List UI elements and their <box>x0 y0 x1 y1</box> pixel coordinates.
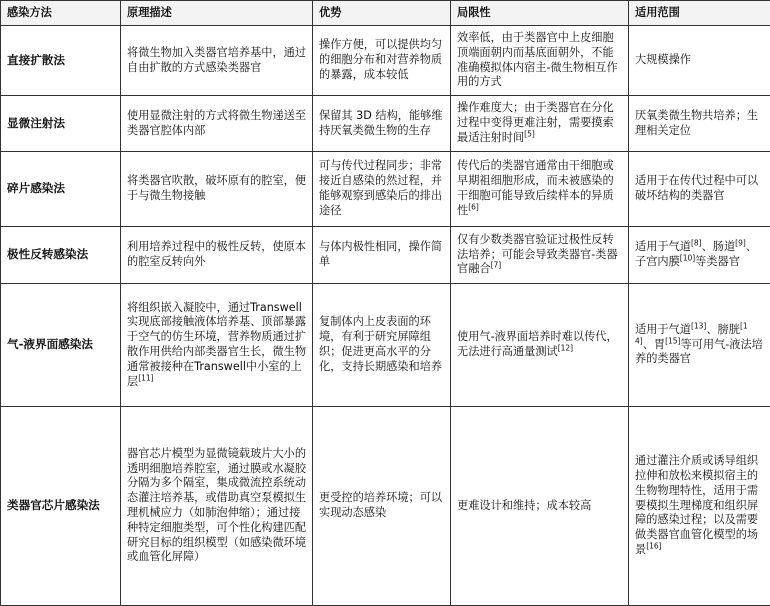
citation-ref: [8] <box>691 238 702 247</box>
citation-ref: [14] <box>635 321 748 345</box>
table-row <box>1 284 770 407</box>
principle-cell: 将微生物加入类器官培养基中，通过自由扩散的方式感染类器官 <box>121 26 313 96</box>
scope-text: 等类器官 <box>695 255 740 268</box>
table-row <box>1 152 770 227</box>
principle-cell: 器官芯片模型为显微镜载玻片大小的透明细胞培养腔室，通过膜或水凝胶分隔为多个隔室，集成微流控系统动态灌注培养基，或借助真空泵模拟生理机械应力（如肺泡伸缩）；通过接种特定细胞类型，可个性化构建匹配研究目标的组织模型（如感染微环境或血管化屏障） <box>121 407 313 606</box>
citation-ref: [9] <box>735 238 746 247</box>
limitation-cell: 效率低，由于类器官中上皮细胞顶端面朝内而基底面朝外，不能准确模拟体内宿主-微生物相互作用的方式 <box>451 26 629 96</box>
header-advantage: 优势 <box>313 1 451 26</box>
scope-cell: 适用于在传代过程中可以破坏结构的类器官 <box>629 152 770 227</box>
table-row <box>1 26 770 96</box>
method-cell: 显微注射法 <box>1 96 121 152</box>
citation-ref: [13] <box>691 321 706 330</box>
limitation-cell <box>451 152 629 227</box>
header-principle: 原理描述 <box>121 1 313 26</box>
advantage-cell: 复制体内上皮表面的环境，有利于研究屏障组织；促进更高水平的分化，支持长期感染和培养 <box>313 284 451 407</box>
scope-text: 、子宫内膜 <box>635 240 757 268</box>
scope-text: 、膀胱 <box>706 323 740 336</box>
citation-ref: [15] <box>665 336 680 345</box>
method-cell: 直接扩散法 <box>1 26 121 96</box>
scope-text: 通过灌注介质或诱导组织拉伸和放松来模拟宿主的生物物理特性，适用于需要模拟生理梯度和组织屏障的感染过程；以及需要做类器官血管化模型的场景 <box>635 454 758 556</box>
method-cell: 碎片感染法 <box>1 152 121 227</box>
table-row <box>1 227 770 284</box>
scope-text: 适用于气道 <box>635 323 691 336</box>
advantage-cell: 操作方便，可以提供均匀的细胞分布和对营养物质的暴露，成本较低 <box>313 26 451 96</box>
citation-ref: [7] <box>491 261 502 270</box>
citation-ref: [16] <box>646 541 661 550</box>
limitation-text: 操作难度大；由于类器官在分化过程中变得更难注射，需要摸索最适注射时间 <box>457 101 614 144</box>
principle-text: 将组织嵌入凝胶中，通过Transwell实现底部接触液体培养基、顶部暴露于空气的仿生环境，营养物质通过扩散作用供给内部类器官生长，微生物通常被接种在Transwell中小室的上层 <box>127 301 306 388</box>
method-cell: 极性反转感染法 <box>1 227 121 284</box>
citation-ref: [10] <box>680 253 695 262</box>
header-limitation: 局限性 <box>451 1 629 26</box>
table-row <box>1 96 770 152</box>
limitation-text: 传代后的类器官通常由干细胞或早期祖细胞形成，而未被感染的干细胞可能导致后续样本的异质性 <box>457 159 614 216</box>
principle-cell <box>121 284 313 407</box>
scope-text: 适用于气道 <box>635 240 691 253</box>
limitation-cell <box>451 284 629 407</box>
scope-text: 、胃 <box>643 338 665 351</box>
table-row <box>1 407 770 606</box>
principle-cell: 将类器官吹散，破坏原有的腔室，便于与微生物接触 <box>121 152 313 227</box>
limitation-text: 使用气-液界面培养时难以传代，无法进行高通量测试 <box>457 330 618 358</box>
limitation-cell <box>451 96 629 152</box>
scope-cell <box>629 284 770 407</box>
principle-cell: 利用培养过程中的极性反转，使原本的腔室反转向外 <box>121 227 313 284</box>
citation-ref: [12] <box>558 343 573 352</box>
limitation-cell: 更难设计和维持；成本较高 <box>451 407 629 606</box>
limitation-text: 仅有少数类器官验证过极性反转法培养；可能会导致类器官-类器官融合 <box>457 233 618 276</box>
scope-cell: 厌氧类微生物共培养；生理相关定位 <box>629 96 770 152</box>
header-method: 感染方法 <box>1 1 121 26</box>
citation-ref: [11] <box>138 373 153 382</box>
scope-cell <box>629 227 770 284</box>
limitation-cell <box>451 227 629 284</box>
principle-cell: 使用显微注射的方式将微生物递送至类器官腔体内部 <box>121 96 313 152</box>
scope-cell <box>629 407 770 606</box>
citation-ref: [6] <box>468 202 479 211</box>
header-scope: 适用范围 <box>629 1 770 26</box>
method-cell: 气-液界面感染法 <box>1 284 121 407</box>
header-row <box>1 1 770 26</box>
scope-cell: 大规模操作 <box>629 26 770 96</box>
advantage-cell: 保留其 3D 结构，能够维持厌氧类微生物的生存 <box>313 96 451 152</box>
advantage-cell: 与体内极性相同，操作简单 <box>313 227 451 284</box>
citation-ref: [5] <box>524 129 535 138</box>
advantage-cell: 更受控的培养环境；可以实现动态感染 <box>313 407 451 606</box>
scope-text: 、肠道 <box>702 240 736 253</box>
method-cell: 类器官芯片感染法 <box>1 407 121 606</box>
advantage-cell: 可与传代过程同步；非常接近自感染的然过程，并能够观察到感染后的排出途径 <box>313 152 451 227</box>
scope-text: 等可用气-液法培养的类器官 <box>635 338 763 366</box>
